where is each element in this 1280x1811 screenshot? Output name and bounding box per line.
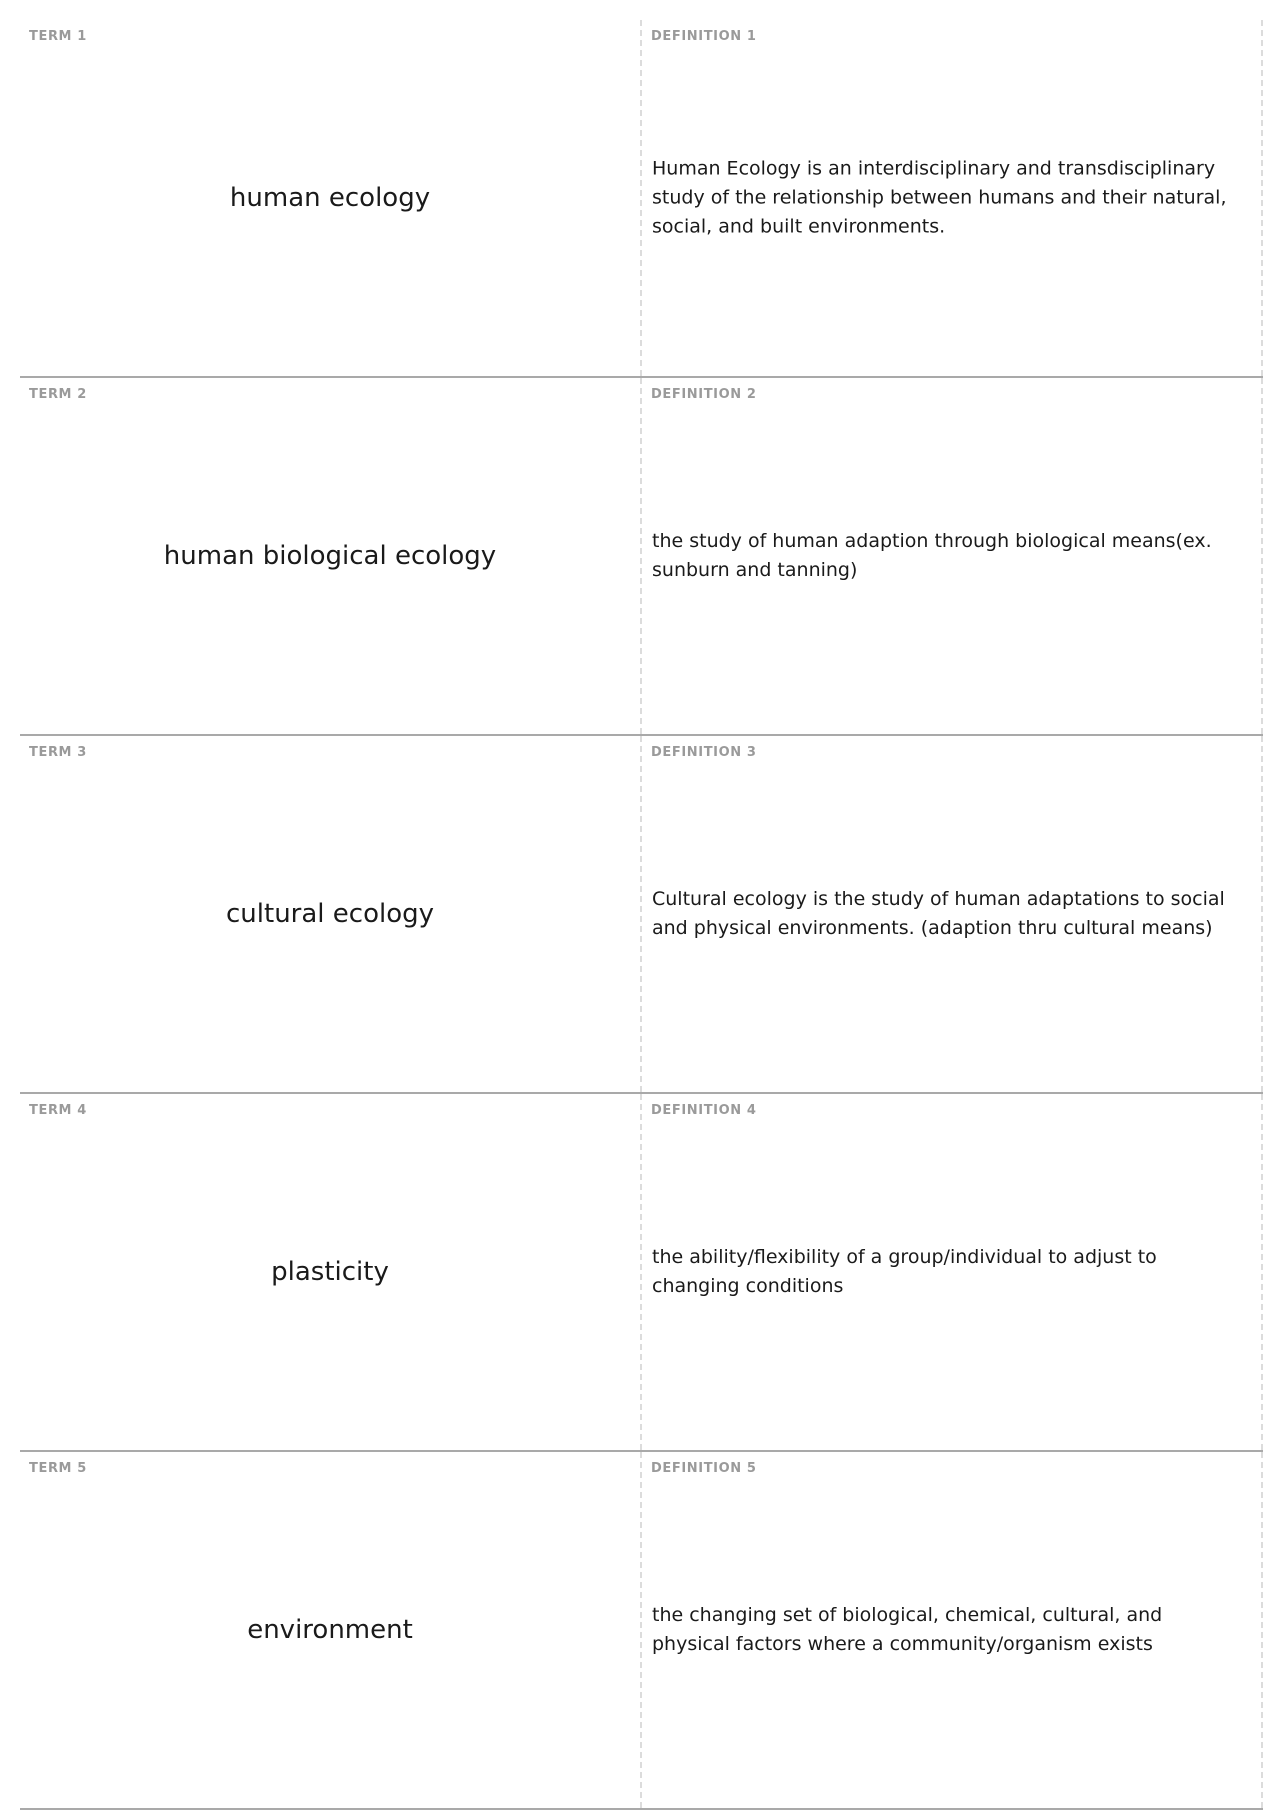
term-cell bbox=[20, 1094, 642, 1450]
definition-text: Cultural ecology is the study of human adaptations to social and physical environments. (adaption thru cultural means) bbox=[652, 888, 1225, 939]
term-label: TERM 2 bbox=[29, 387, 87, 402]
flashcard-sheet bbox=[20, 20, 1263, 1810]
term-cell bbox=[20, 736, 642, 1092]
term-label: TERM 5 bbox=[29, 1461, 87, 1476]
flashcard-row bbox=[20, 378, 1263, 736]
definition-cell bbox=[642, 378, 1263, 734]
flashcard-row bbox=[20, 736, 1263, 1094]
flashcard-row bbox=[20, 1094, 1263, 1452]
term-cell bbox=[20, 20, 642, 376]
definition-text: Human Ecology is an interdisciplinary and transdisciplinary study of the relationship between humans and their natural, social, and built environments. bbox=[652, 157, 1227, 238]
term-label: TERM 3 bbox=[29, 745, 87, 760]
definition-text: the ability/flexibility of a group/individual to adjust to changing conditions bbox=[652, 1246, 1157, 1297]
term-label: TERM 4 bbox=[29, 1103, 87, 1118]
definition-cell bbox=[642, 20, 1263, 376]
definition-label: DEFINITION 1 bbox=[651, 29, 757, 44]
definition-cell bbox=[642, 1094, 1263, 1450]
definition-cell bbox=[642, 1452, 1263, 1808]
definition-label: DEFINITION 4 bbox=[651, 1103, 757, 1118]
flashcard-row bbox=[20, 20, 1263, 378]
definition-text: the changing set of biological, chemical, cultural, and physical factors where a community/organism exists bbox=[652, 1604, 1163, 1655]
definition-label: DEFINITION 2 bbox=[651, 387, 757, 402]
flashcard-row bbox=[20, 1452, 1263, 1810]
term-text: environment bbox=[247, 1615, 413, 1645]
term-text: plasticity bbox=[271, 1257, 389, 1287]
definition-cell bbox=[642, 736, 1263, 1092]
definition-label: DEFINITION 5 bbox=[651, 1461, 757, 1476]
term-cell bbox=[20, 378, 642, 734]
definition-text: the study of human adaption through biological means(ex. sunburn and tanning) bbox=[652, 530, 1212, 581]
term-label: TERM 1 bbox=[29, 29, 87, 44]
term-text: cultural ecology bbox=[226, 899, 434, 929]
term-text: human ecology bbox=[229, 183, 431, 213]
definition-label: DEFINITION 3 bbox=[651, 745, 757, 760]
term-text: human biological ecology bbox=[163, 541, 497, 571]
term-cell bbox=[20, 1452, 642, 1808]
